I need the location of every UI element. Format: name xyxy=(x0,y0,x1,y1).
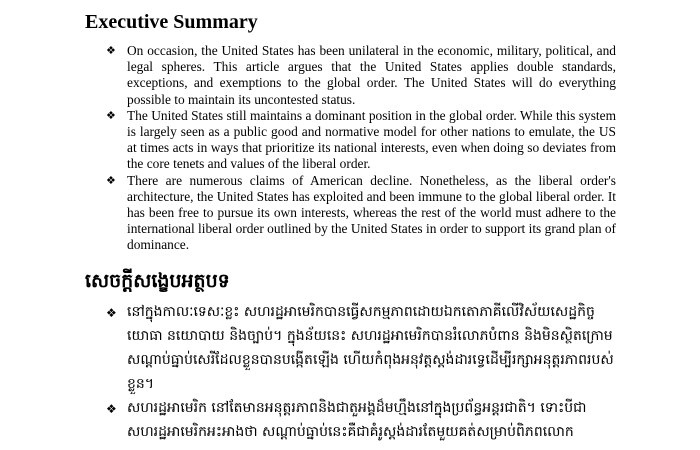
summary-paragraph: The United States still maintains a dominant position in the global order. While this system is largely seen as a public good and normative model for other nations to emulate, the US at times acts in ways that prioritize its national interests, even when doing so deviates from the core tenets and values of the liberal order. xyxy=(127,107,616,172)
diamond-bullet-icon: ❖ xyxy=(106,306,117,320)
khmer-summary-heading: សេចក្តីសង្ខេបអត្ថបទ xyxy=(85,270,230,292)
diamond-bullet-icon: ❖ xyxy=(106,109,116,122)
diamond-bullet-icon: ❖ xyxy=(106,174,116,187)
khmer-summary-list xyxy=(106,300,618,444)
diamond-bullet-icon: ❖ xyxy=(106,402,117,416)
list-item xyxy=(106,300,618,396)
executive-summary-heading: Executive Summary xyxy=(85,11,258,33)
list-item xyxy=(106,108,616,173)
executive-summary-list xyxy=(106,43,616,254)
khmer-paragraph: នៅក្នុងកាលៈទេសៈខ្លះ សហរដ្ឋអាមេរិកបានធ្វើសកម្មភាពដោយឯកតោភាគីលើវិស័យសេដ្ឋកិច្ច យោធា នយោបាយ និងច្បាប់។ ក្នុងន័យនេះ សហរដ្ឋអាមេរិកបានរំលោភបំពាន និងមិនស្ថិតក្រោមសណ្តាប់ធ្នាប់សេរីដែលខ្លួនបានបង្កើតឡើង ហើយកំពុងអនុវត្តស្តង់ដារទ្វេដើម្បីរក្សាអនុត្តរភាពរបស់ខ្លួន។ xyxy=(127,304,614,392)
summary-paragraph: On occasion, the United States has been unilateral in the economic, military, political, and legal spheres. This article argues that the United States applies double standards, exceptions, and exemptions to the global order. The United States will do everything possible to maintain its uncontested status. xyxy=(127,43,616,107)
list-item xyxy=(106,173,616,254)
list-item xyxy=(106,396,618,444)
list-item xyxy=(106,43,616,108)
diamond-bullet-icon: ❖ xyxy=(106,45,116,57)
summary-paragraph: There are numerous claims of American decline. Nonetheless, as the liberal order's architecture, the United States has exploited and been immune to the global liberal order. It has been free to pursue its own interests, whereas the rest of the world must adhere to the international liberal order outlined by the United States in order to support its grand plan of dominance. xyxy=(127,172,617,253)
khmer-paragraph: សហរដ្ឋអាមេរិក នៅតែមានអនុត្តរភាពនិងជាតួអង្គដ៏មហ្មឹងនៅក្នុងប្រព័ន្ធអន្តរជាតិ។ ទោះបីជាសហរដ្ឋអាមេរិកអះអាងថា សណ្តាប់ធ្នាប់នេះគឺជាគំរូស្តង់ដារតែមួយគត់សម្រាប់ពិភពលោក xyxy=(127,400,587,440)
